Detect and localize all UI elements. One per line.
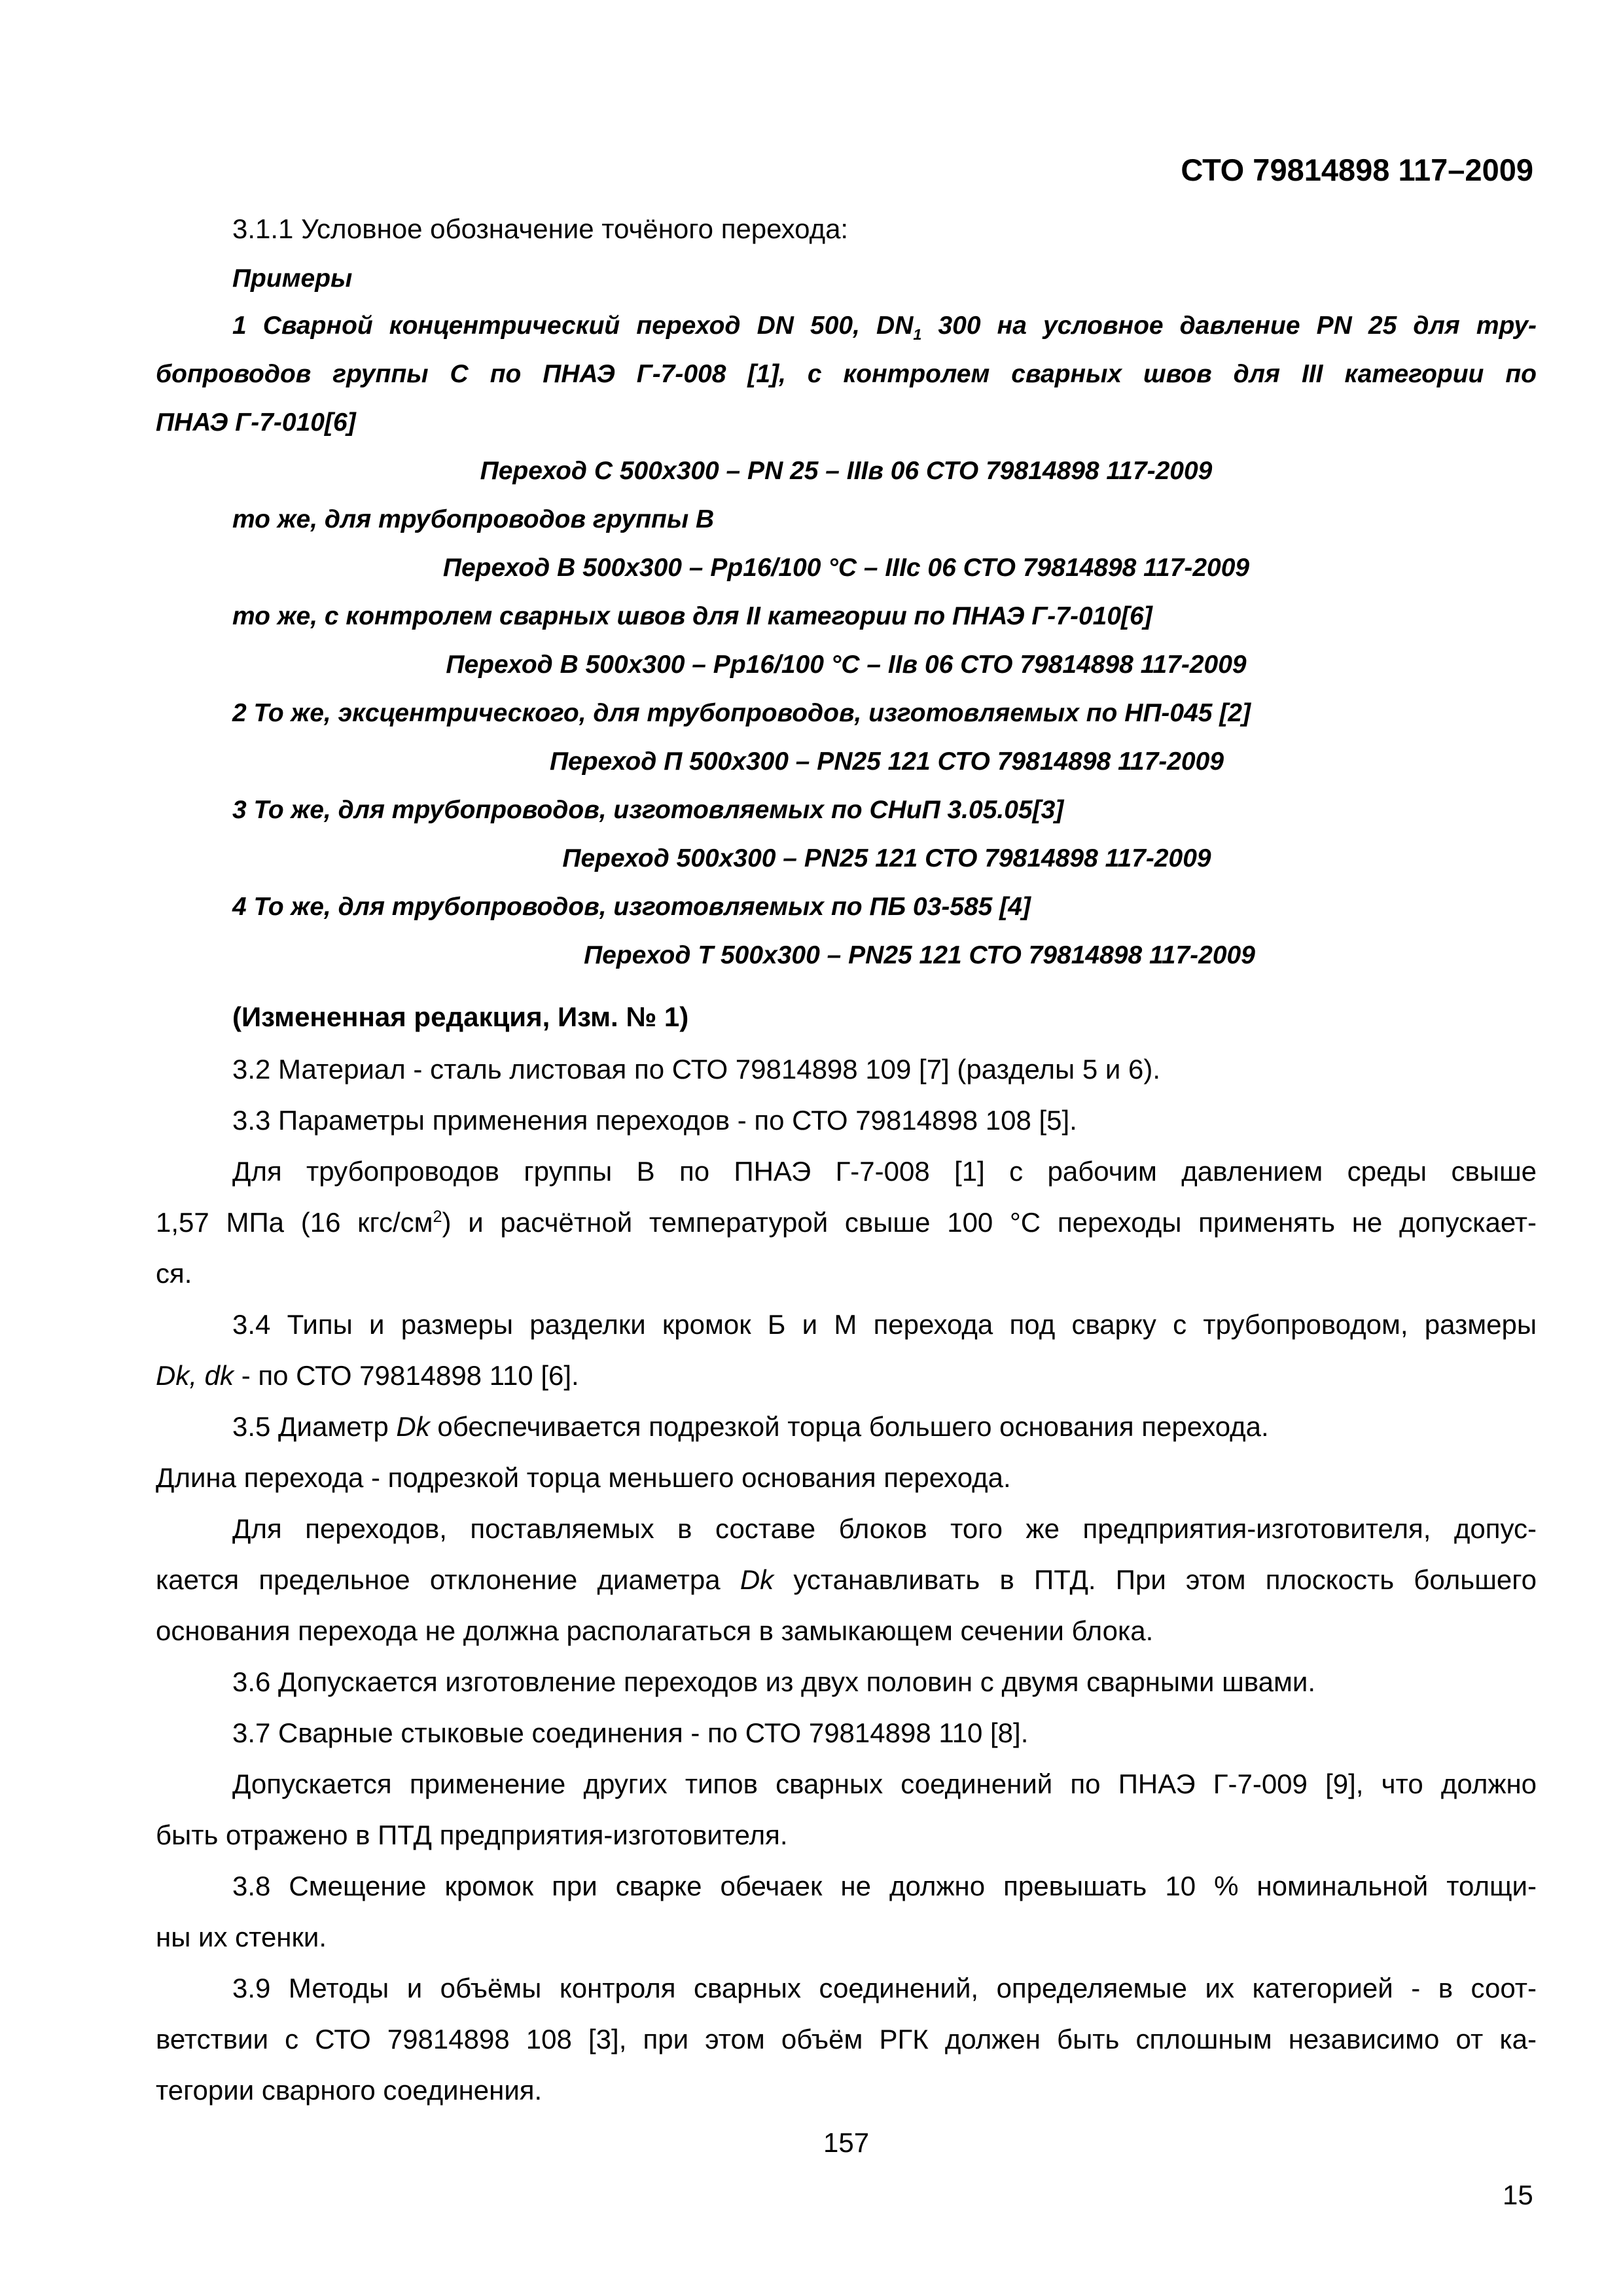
example-1b-text: то же, для трубопроводов группы В [232,505,715,533]
section-3-2: 3.2 Материал - сталь листовая по СТО 79814898 109 [7] (разделы 5 и 6). [232,1054,1160,1085]
para-3-5-line-3: основания перехода не должна располагаться в замыкающем сечении блока. [156,1615,1154,1646]
para-3-5-line-2-b: устанавливать в ПТД. При этом плоскость большего [774,1564,1537,1595]
section-3-6: 3.6 Допускается изготовление переходов из двух половин с двумя сварными швами. [232,1666,1316,1697]
amendment-note: (Измененная редакция, Изм. № 1) [232,1001,689,1032]
para-3-3-line-2-b: ) и расчётной температурой свыше 100 °С переходы применять не допускает- [442,1207,1537,1238]
examples-label: Примеры [232,264,353,293]
section-3-3: 3.3 Параметры применения переходов - по СТО 79814898 108 [5]. [232,1105,1077,1136]
example-2-designation: Переход П 500х300 – PN25 121 СТО 79814898 117-2009 [549,747,1224,776]
section-3-7: 3.7 Сварные стыковые соединения - по СТО 79814898 110 [8]. [232,1717,1029,1748]
example-2-text: 2 То же, эксцентрического, для трубопроводов, изготовляемых по НП-045 [2] [232,699,1251,727]
section-3-9-line-1: 3.9 Методы и объёмы контроля сварных соединений, определяемые их категорией - в соот- [232,1973,1537,2003]
example-1b-designation: Переход В 500х300 – Рр16/100 °С – IIIс 06 СТО 79814898 117-2009 [442,554,1250,582]
section-3-1-1: 3.1.1 Условное обозначение точёного перехода: [232,213,849,244]
section-3-4-line-1: 3.4 Типы и размеры разделки кромок Б и М перехода под сварку с трубопроводом, размеры [232,1309,1537,1340]
example-4-designation: Переход Т 500х300 – PN25 121 СТО 79814898 117-2009 [584,941,1255,969]
section-3-8-line-1: 3.8 Смещение кромок при сварке обечаек не должно превышать 10 % номинальной толщи- [232,1871,1537,1901]
example-4-text: 4 То же, для трубопроводов, изготовляемых по ПБ 03-585 [4] [232,893,1031,921]
example-1c-text: то же, с контролем сварных швов для II категории по ПНАЭ Г-7-010[6] [232,602,1152,630]
section-3-5-dk: Dk [396,1411,430,1442]
para-3-3-line-2 [156,1207,1537,1238]
page-number-corner: 15 [1503,2179,1533,2210]
para-3-7-line-2: быть отражено в ПТД предприятия-изготовителя. [156,1820,788,1850]
section-3-8-line-2: ны их стенки. [156,1922,327,1952]
example-1-designation: Переход С 500х300 – PN 25 – IIIв 06 СТО 79814898 117-2009 [480,457,1213,485]
example-3-designation: Переход 500х300 – PN25 121 СТО 79814898 117-2009 [562,844,1211,872]
para-3-5-line-1: Для переходов, поставляемых в составе блоков того же предприятия-изготовителя, допус- [232,1513,1537,1544]
para-3-3-line-2-a: 1,57 МПа (16 кгс/см [156,1207,433,1238]
page-number-center: 157 [823,2127,870,2158]
section-3-5-a: 3.5 Диаметр [232,1411,397,1442]
para-3-3-superscript: 2 [433,1208,442,1226]
example-1-line-1-b: 300 на условное давление PN 25 для тру- [921,312,1537,340]
section-3-5-line-2: Длина перехода - подрезкой торца меньшего основания перехода. [156,1462,1011,1493]
para-3-5-dk: Dk [740,1564,774,1595]
section-3-4-line-2-text: - по СТО 79814898 110 [6]. [234,1360,579,1391]
section-3-5-b: обеспечивается подрезкой торца большего основания перехода. [429,1411,1269,1442]
example-1-line-1-a: 1 Сварной концентрический переход DN 500, DN [232,312,914,340]
para-3-5-line-2 [156,1564,1537,1596]
para-3-7-line-1: Допускается применение других типов сварных соединений по ПНАЭ Г-7-009 [9], что должно [232,1768,1537,1799]
para-3-3-line-3: ся. [156,1258,192,1289]
example-1-subscript: 1 [913,325,922,343]
document-code-header: СТО 79814898 117–2009 [1181,152,1533,187]
section-3-4-line-2 [156,1360,579,1391]
example-3-text: 3 То же, для трубопроводов, изготовляемых по СНиП 3.05.05[3] [232,796,1064,824]
para-3-5-line-2-a: кается предельное отклонение диаметра [156,1564,740,1595]
section-3-9-line-2: ветствии с СТО 79814898 108 [3], при этом объём РГК должен быть сплошным независимо от ка- [156,2024,1537,2054]
example-1-line-1 [232,312,1537,344]
para-3-3-line-1: Для трубопроводов группы В по ПНАЭ Г-7-008 [1] с рабочим давлением среды свыше [232,1156,1537,1187]
section-3-9-line-3: тегории сварного соединения. [156,2075,543,2106]
section-3-5 [232,1411,1269,1443]
example-1-line-2: бопроводов группы С по ПНАЭ Г-7-008 [1], с контролем сварных швов для III категории по [156,360,1537,388]
example-1c-designation: Переход В 500х300 – Рр16/100 °С – IIв 06 СТО 79814898 117-2009 [446,651,1247,679]
example-1-line-3: ПНАЭ Г-7-010[6] [156,408,356,437]
section-3-4-dk: Dk, dk [156,1360,234,1391]
